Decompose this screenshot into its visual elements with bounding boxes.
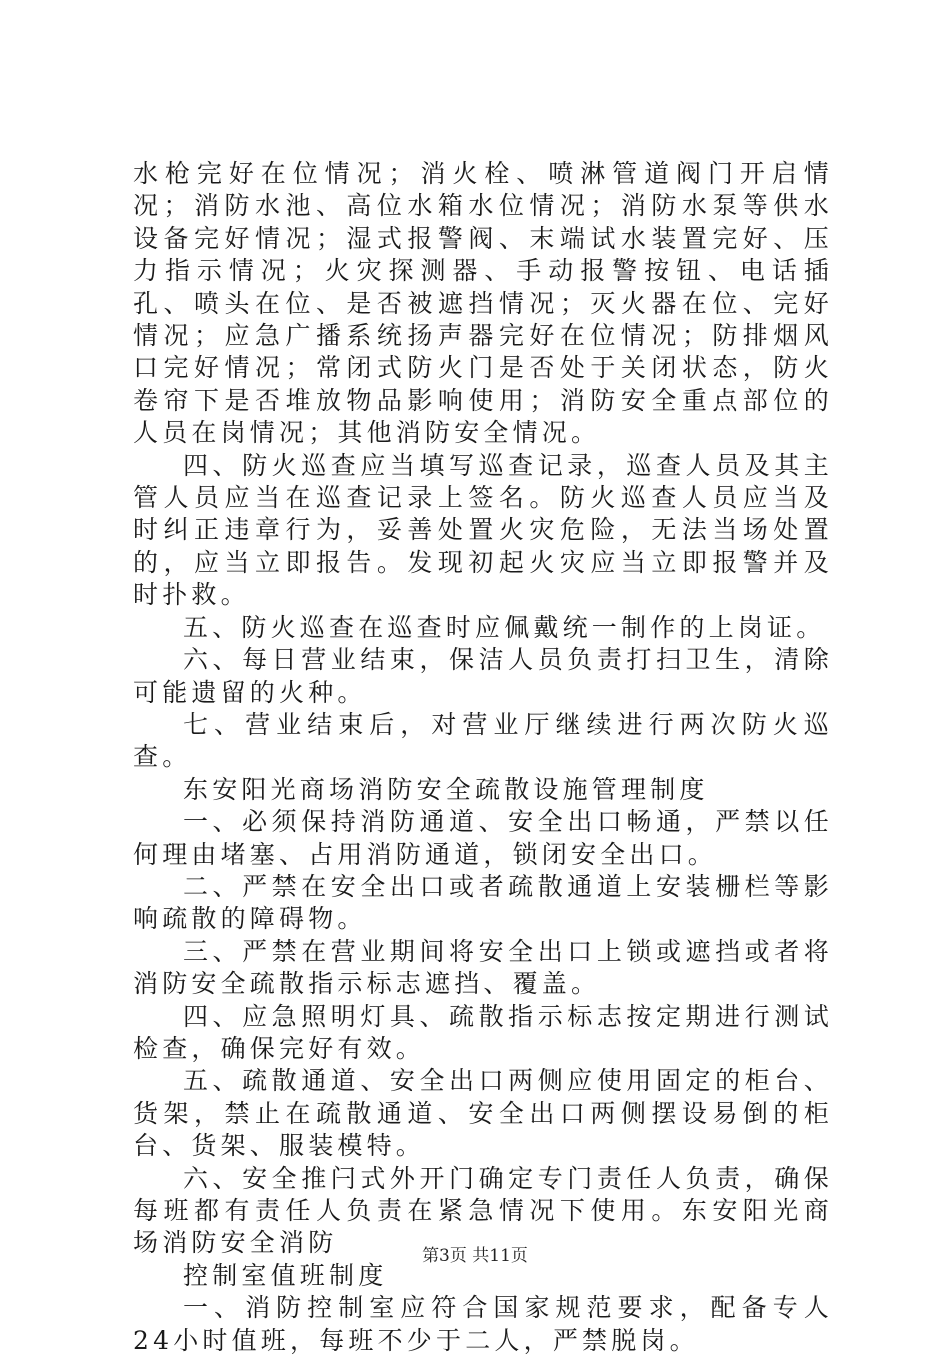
paragraph-item-7: 七、营业结束后，对营业厅继续进行两次防火巡查。 bbox=[133, 709, 833, 772]
paragraph-evac-2: 二、严禁在安全出口或者疏散通道上安装栅栏等影响疏散的障碍物。 bbox=[133, 871, 833, 934]
paragraph-item-4: 四、防火巡查应当填写巡查记录，巡查人员及其主管人员应当在巡查记录上签名。防火巡查人员应当及时纠正违章行为，妥善处置火灾危险，无法当场处置的，应当立即报告。发现初起火灾应当立即报警并及时扑救。 bbox=[133, 450, 833, 610]
page-number-label: 第3页 共11页 bbox=[422, 1246, 528, 1266]
paragraph-evac-5: 五、疏散通道、安全出口两侧应使用固定的柜台、货架，禁止在疏散通道、安全出口两侧摆设易倒的柜台、货架、服装模特。 bbox=[133, 1066, 833, 1161]
page-footer bbox=[0, 1241, 950, 1266]
paragraph-item-6: 六、每日营业结束，保洁人员负责打扫卫生，清除可能遗留的火种。 bbox=[133, 645, 833, 707]
document-body bbox=[133, 158, 833, 1357]
paragraph-continuation: 水枪完好在位情况；消火栓、喷淋管道阀门开启情况；消防水池、高位水箱水位情况；消防水泵等供水设备完好情况；湿式报警阀、末端试水装置完好、压力指示情况；火灾探测器、手动报警按钮、电话插孔、喷头在位、是否被遮挡情况；灭火器在位、完好情况；应急广播系统扬声器完好在位情况；防排烟风口完好情况；常闭式防火门是否处于关闭状态，防火卷帘下是否堆放物品影响使用；消防安全重点部位的人员在岗情况；其他消防安全情况。 bbox=[133, 159, 833, 448]
paragraph-control-1: 一、消防控制室应符合国家规范要求，配备专人24小时值班，每班不少于二人，严禁脱岗。 bbox=[133, 1293, 833, 1355]
section-title-control-room: 控制室值班制度 bbox=[183, 1260, 388, 1290]
paragraph-evac-4: 四、应急照明灯具、疏散指示标志按定期进行测试检查，确保完好有效。 bbox=[133, 1001, 833, 1063]
paragraph-evac-1: 一、必须保持消防通道、安全出口畅通，严禁以任何理由堵塞、占用消防通道，锁闭安全出口。 bbox=[133, 807, 833, 869]
paragraph-evac-3: 三、严禁在营业期间将安全出口上锁或遮挡或者将消防安全疏散指示标志遮挡、覆盖。 bbox=[133, 936, 833, 999]
section-title-evacuation: 东安阳光商场消防安全疏散设施管理制度 bbox=[183, 774, 709, 804]
paragraph-item-5: 五、防火巡查在巡查时应佩戴统一制作的上岗证。 bbox=[183, 612, 826, 642]
paragraph-evac-6: 六、安全推闩式外开门确定专门责任人负责，确保每班都有责任人负责在紧急情况下使用。东安阳光商场消防安全消防 bbox=[133, 1163, 833, 1258]
